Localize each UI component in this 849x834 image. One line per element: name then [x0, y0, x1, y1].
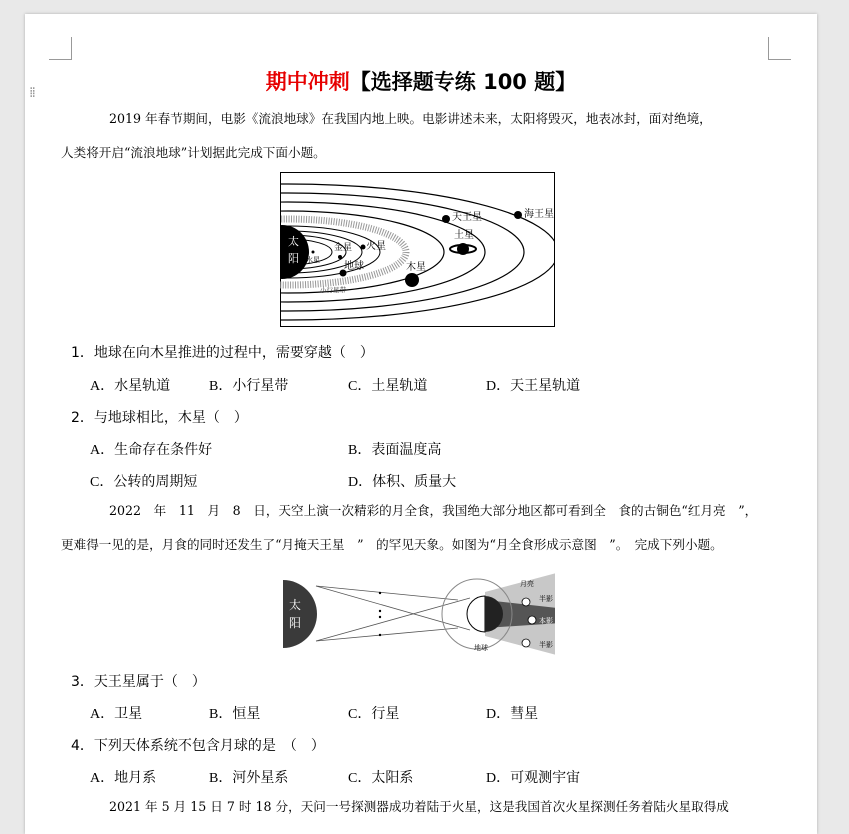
earth-label: 地球 — [344, 261, 364, 272]
margin-corner-top-left — [49, 37, 72, 60]
question-3-stem: 3．天王星属于（ ） — [71, 674, 206, 690]
q3-option-b[interactable]: B．恒星 — [209, 706, 261, 722]
passage-3-line-1: 2021 年 5 月 15 日 7 时 18 分，天问一号探测器成功着陆于火星，这是我国首次火星探测任务着陆火星取得成 — [109, 799, 729, 814]
q1-option-c[interactable]: C．土星轨道 — [348, 378, 428, 394]
title-main-part: 【选择题专练 100 题】 — [349, 70, 577, 94]
earth-day-side — [467, 596, 485, 632]
ray-top-outer — [316, 586, 458, 600]
passage-1-line-2: 人类将开启“流浪地球”计划据此完成下面小题。 — [61, 145, 326, 160]
mars-label: 火星 — [366, 241, 386, 252]
passage-2-line-2: 更难得一见的是，月食的同时还发生了“月掩天王星 ” 的罕见天象。如图为“月全食形成示意图 ”。 完成下列小题。 — [61, 537, 723, 552]
venus-label: 金星 — [334, 243, 353, 253]
q4-option-d[interactable]: D．可观测宇宙 — [486, 770, 581, 786]
penumbra-top-label: 半影 — [539, 595, 553, 603]
passage-1 — [61, 102, 787, 170]
mercury-label: 水星 — [306, 256, 320, 264]
venus — [338, 255, 342, 259]
sun-half-disc — [283, 580, 317, 648]
q1-option-b[interactable]: B．小行星带 — [209, 378, 289, 394]
moon-label: 月亮 — [520, 580, 534, 588]
uranus-label: 天王星 — [452, 212, 482, 223]
question-4-stem: 4．下列天体系统不包含月球的是 （ ） — [71, 738, 325, 754]
q2-option-d[interactable]: D．体积、质量大 — [348, 474, 457, 490]
uranus — [442, 215, 450, 223]
sun-label-1: 太 — [289, 598, 302, 612]
q4-option-c[interactable]: C．太阳系 — [348, 770, 414, 786]
moon-position-mid — [528, 616, 536, 624]
figure-frame — [281, 173, 555, 327]
moon-position-bottom — [522, 639, 530, 647]
jupiter — [405, 273, 419, 287]
passage-3 — [61, 790, 787, 824]
neptune — [514, 211, 522, 219]
mercury — [312, 251, 315, 254]
sun-label-2: 阳 — [289, 616, 302, 630]
jupiter-label: 木星 — [406, 262, 426, 273]
passage-1-line-1: 2019 年春节期间，电影《流浪地球》在我国内地上映。电影讲述未来，太阳将毁灭，地表冰封，面对绝境， — [109, 111, 712, 126]
saturn-label: 土星 — [454, 230, 474, 241]
passage-2 — [61, 494, 787, 562]
q4-option-a[interactable]: A．地月系 — [90, 770, 157, 786]
document-page — [25, 14, 817, 834]
q2-option-b[interactable]: B．表面温度高 — [348, 442, 442, 458]
q2-option-c[interactable]: C．公转的周期短 — [90, 474, 198, 490]
moon-position-top — [522, 598, 530, 606]
saturn — [457, 243, 469, 255]
q3-option-c[interactable]: C．行星 — [348, 706, 400, 722]
ray-bottom-outer — [316, 628, 458, 641]
q3-option-d[interactable]: D．彗星 — [486, 706, 539, 722]
sun-label-2: 阳 — [288, 252, 299, 265]
margin-corner-top-right — [768, 37, 791, 60]
asteroid-belt-label: 小行星带 — [320, 286, 346, 294]
sun-label-1: 太 — [288, 235, 299, 248]
umbra-label: 本影 — [539, 617, 553, 625]
penumbra-bottom-label: 半影 — [539, 641, 553, 649]
q1-option-d[interactable]: D．天王星轨道 — [486, 378, 581, 394]
ray-cross-up — [316, 598, 470, 641]
q2-option-a[interactable]: A．生命存在条件好 — [90, 442, 213, 458]
q1-option-a[interactable]: A．水星轨道 — [90, 378, 171, 394]
earth-label: 地球 — [474, 644, 488, 652]
drag-handle-icon[interactable]: ⁞⁞ — [29, 85, 34, 101]
neptune-label: 海王星 — [524, 209, 554, 220]
solar-system-figure — [280, 172, 556, 328]
ray-cross-down — [316, 586, 470, 630]
question-2-stem: 2．与地球相比，木星（ ） — [71, 410, 248, 426]
question-1-stem: 1．地球在向木星推进的过程中，需要穿越（ ） — [71, 345, 374, 361]
q4-option-b[interactable]: B．河外星系 — [209, 770, 289, 786]
mars — [361, 245, 366, 250]
page-title — [25, 66, 817, 96]
title-red-part: 期中冲刺 — [265, 70, 350, 94]
lunar-eclipse-figure — [280, 564, 555, 662]
q3-option-a[interactable]: A．卫星 — [90, 706, 143, 722]
passage-2-line-1: 2022 年 11 月 8 日，天空上演一次精彩的月全食，我国绝大部分地区都可看到全 食的古铜色“红月亮 ”， — [109, 503, 758, 518]
